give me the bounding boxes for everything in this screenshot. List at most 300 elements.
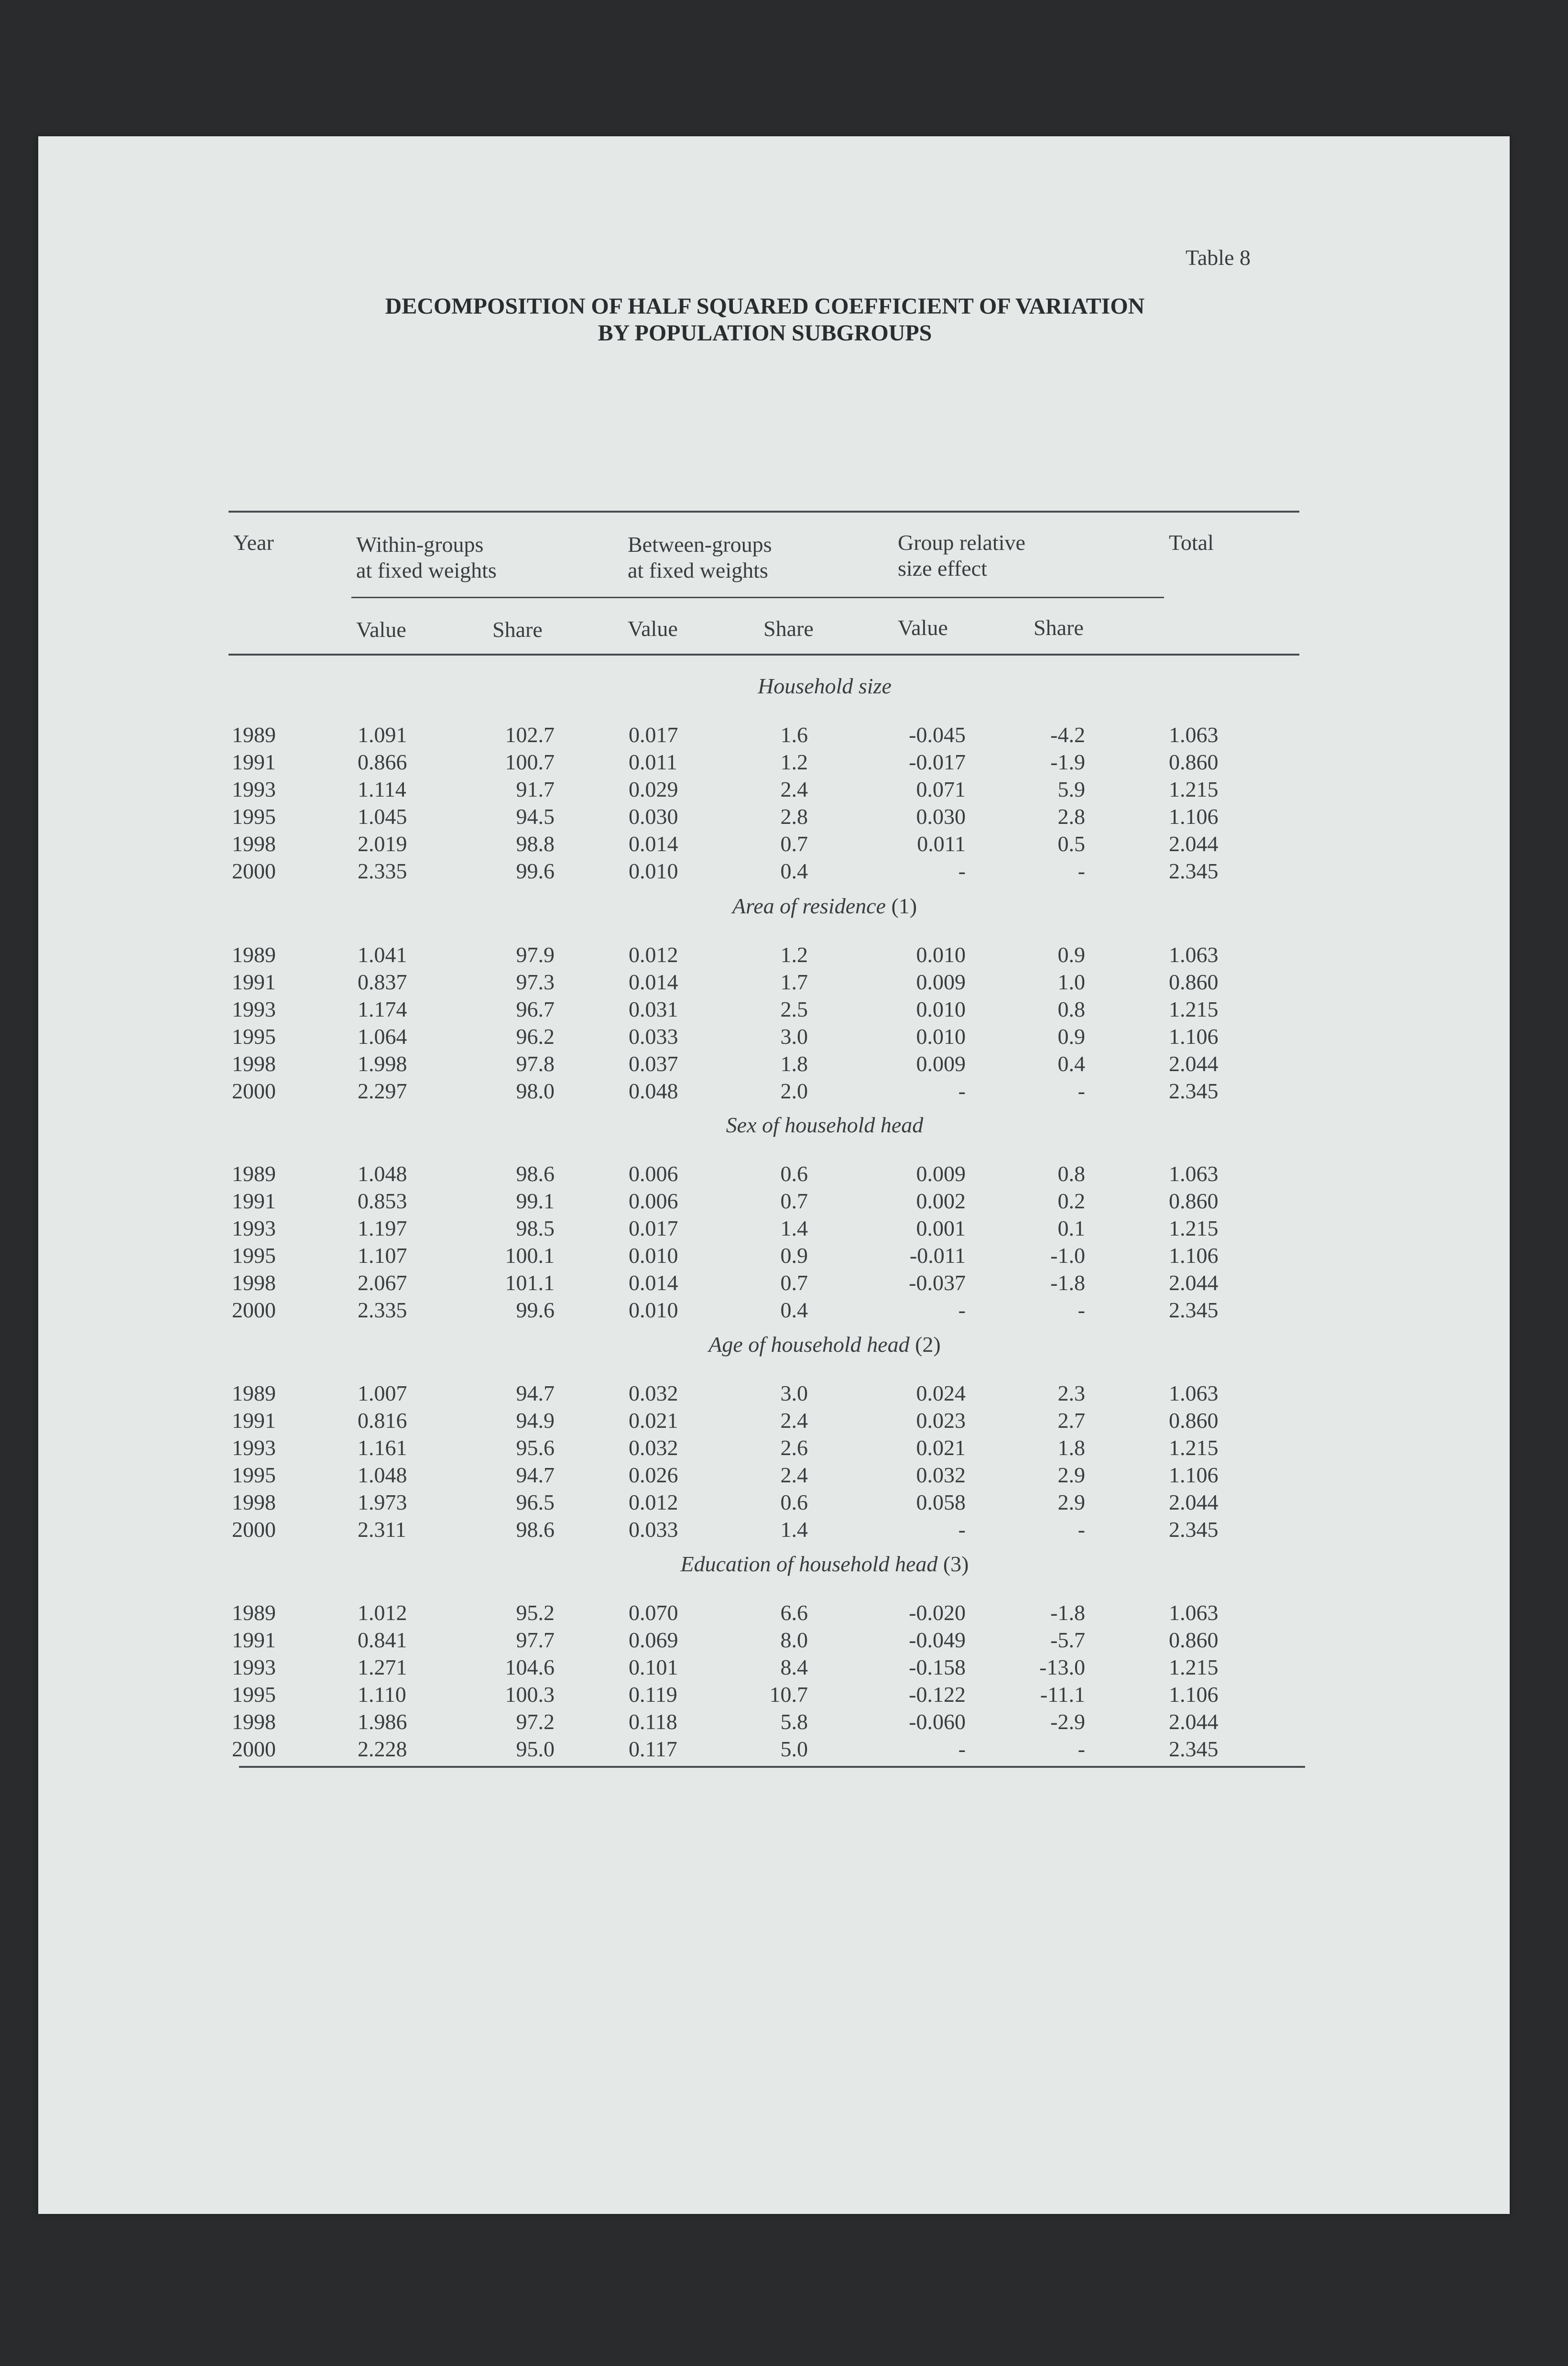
table-row [0,749,1568,778]
cell-within-value: 1.048 [358,1161,407,1186]
cell-total: 2.345 [1169,1079,1219,1103]
table-row [0,1709,1568,1738]
cell-group-value: 0.023 [916,1408,966,1433]
cell-group-value: 0.002 [916,1189,966,1213]
table-row [0,1600,1568,1629]
cell-within-share: 97.2 [516,1709,555,1734]
header-total: Total [1169,530,1214,555]
cell-year: 1993 [232,997,276,1021]
cell-group-share: - [1078,1737,1085,1761]
header-within [356,532,497,583]
header-between-line-1: Between-groups [628,532,772,557]
subheader-value-3: Value [898,615,948,640]
cell-between-value: 0.012 [629,942,678,967]
section-title-text: Education of household head [680,1552,938,1576]
cell-total: 0.860 [1169,750,1219,774]
cell-group-share: -1.8 [1050,1600,1085,1625]
header-bottom-rule [229,654,1299,656]
cell-between-share: 0.6 [780,1161,808,1186]
cell-year: 1993 [232,1435,276,1460]
header-between-line-2: at fixed weights [628,558,768,582]
cell-between-share: 2.4 [780,1408,808,1433]
table-row [0,1517,1568,1545]
cell-within-value: 1.041 [358,942,407,967]
section-title [574,893,1076,919]
cell-year: 1993 [232,1655,276,1679]
cell-between-value: 0.006 [629,1161,678,1186]
cell-group-share: 0.2 [1057,1189,1085,1213]
cell-between-share: 8.4 [780,1655,808,1679]
cell-between-share: 1.8 [780,1052,808,1076]
cell-between-value: 0.101 [629,1655,678,1679]
cell-group-value: 0.021 [916,1435,966,1460]
cell-group-value: - [958,1737,966,1761]
header-group [898,530,1025,581]
cell-within-value: 1.161 [358,1435,407,1460]
cell-year: 1995 [232,1024,276,1049]
table-row [0,831,1568,860]
table-row [0,1051,1568,1080]
cell-total: 1.106 [1169,804,1219,829]
cell-year: 1995 [232,1682,276,1707]
cell-year: 1998 [232,1271,276,1295]
cell-group-share: - [1078,1517,1085,1542]
cell-within-share: 99.1 [516,1189,555,1213]
cell-within-share: 96.5 [516,1490,555,1514]
cell-group-value: 0.010 [916,1024,966,1049]
cell-within-share: 98.6 [516,1517,555,1542]
table-row [0,1462,1568,1491]
table-row [0,997,1568,1025]
cell-total: 1.215 [1169,1655,1219,1679]
cell-between-share: 1.7 [780,970,808,994]
table-row [0,942,1568,971]
cell-group-share: 0.9 [1057,942,1085,967]
table-row [0,1408,1568,1436]
cell-group-share: -13.0 [1039,1655,1085,1679]
cell-total: 2.345 [1169,1517,1219,1542]
cell-group-value: 0.010 [916,997,966,1021]
cell-within-value: 1.107 [358,1243,407,1268]
cell-between-share: 2.4 [780,777,808,801]
cell-within-share: 95.0 [516,1737,555,1761]
cell-within-share: 97.9 [516,942,555,967]
cell-within-share: 99.6 [516,859,555,883]
cell-between-share: 5.0 [780,1737,808,1761]
table-row [0,1216,1568,1244]
cell-between-share: 6.6 [780,1600,808,1625]
cell-group-value: 0.030 [916,804,966,829]
cell-within-share: 97.3 [516,970,555,994]
cell-within-value: 1.045 [358,804,407,829]
cell-between-value: 0.006 [629,1189,678,1213]
cell-year: 1995 [232,1243,276,1268]
cell-year: 1989 [232,942,276,967]
cell-total: 2.044 [1169,1490,1219,1514]
cell-within-share: 94.9 [516,1408,555,1433]
cell-group-share: 0.8 [1057,997,1085,1021]
cell-between-value: 0.070 [629,1600,678,1625]
section-note: (1) [891,894,917,918]
cell-total: 1.063 [1169,1161,1219,1186]
cell-year: 1991 [232,1189,276,1213]
cell-year: 1998 [232,1490,276,1514]
table-row [0,1243,1568,1271]
cell-total: 2.044 [1169,832,1219,856]
table-row [0,722,1568,751]
cell-between-share: 0.9 [780,1243,808,1268]
cell-year: 1989 [232,723,276,747]
cell-group-value: -0.049 [909,1628,966,1652]
table-title [210,293,1319,347]
cell-between-share: 2.6 [780,1435,808,1460]
cell-total: 1.215 [1169,777,1219,801]
cell-within-value: 1.114 [358,777,406,801]
cell-within-share: 104.6 [505,1655,555,1679]
cell-between-value: 0.117 [629,1737,677,1761]
cell-within-share: 102.7 [505,723,555,747]
cell-group-share: -5.7 [1050,1628,1085,1652]
table-row [0,1654,1568,1683]
cell-within-value: 0.853 [358,1189,407,1213]
cell-within-share: 95.6 [516,1435,555,1460]
cell-within-value: 1.091 [358,723,407,747]
cell-within-share: 101.1 [505,1271,555,1295]
cell-year: 2000 [232,859,276,883]
cell-total: 2.345 [1169,1737,1219,1761]
table-row [0,1297,1568,1326]
cell-between-value: 0.118 [629,1709,677,1734]
cell-within-value: 2.019 [358,832,407,856]
table-row [0,1435,1568,1464]
cell-group-value: - [958,859,966,883]
cell-within-share: 94.7 [516,1381,555,1405]
cell-within-share: 94.5 [516,804,555,829]
header-group-line-2: size effect [898,556,987,581]
cell-between-value: 0.032 [629,1381,678,1405]
title-line-1: DECOMPOSITION OF HALF SQUARED COEFFICIENT OF VARIATION [385,294,1145,319]
cell-group-value: - [958,1298,966,1322]
table-row [0,1024,1568,1052]
subheader-share-1: Share [492,617,543,642]
cell-between-share: 10.7 [769,1682,808,1707]
cell-group-share: 2.3 [1057,1381,1085,1405]
cell-year: 1998 [232,1709,276,1734]
cell-between-share: 8.0 [780,1628,808,1652]
cell-between-share: 3.0 [780,1024,808,1049]
subheader-value-1: Value [356,617,406,642]
cell-within-value: 1.110 [358,1682,406,1707]
cell-year: 1991 [232,1628,276,1652]
cell-between-value: 0.012 [629,1490,678,1514]
cell-within-value: 0.866 [358,750,407,774]
cell-between-value: 0.037 [629,1052,678,1076]
cell-between-share: 1.6 [780,723,808,747]
section-title [574,1112,1076,1138]
cell-within-value: 2.311 [358,1517,406,1542]
table-row [0,969,1568,998]
cell-group-value: -0.158 [909,1655,966,1679]
cell-within-share: 100.7 [505,750,555,774]
cell-total: 0.860 [1169,970,1219,994]
cell-total: 2.044 [1169,1052,1219,1076]
cell-group-value: -0.011 [909,1243,966,1268]
cell-group-share: -11.1 [1040,1682,1085,1707]
cell-group-value: - [958,1079,966,1103]
table-row [0,1380,1568,1409]
cell-group-share: 0.8 [1057,1161,1085,1186]
cell-group-share: - [1078,1079,1085,1103]
cell-between-value: 0.014 [629,970,678,994]
title-line-2: BY POPULATION SUBGROUPS [598,320,932,346]
subheader-rule [351,597,1164,598]
table-row [0,777,1568,805]
cell-year: 1989 [232,1381,276,1405]
cell-group-share: -1.9 [1050,750,1085,774]
header-within-line-1: Within-groups [356,532,484,557]
cell-group-value: -0.037 [909,1271,966,1295]
cell-within-share: 94.7 [516,1463,555,1487]
cell-within-value: 2.335 [358,859,407,883]
cell-between-value: 0.031 [629,997,678,1021]
cell-between-value: 0.010 [629,1243,678,1268]
cell-total: 0.860 [1169,1408,1219,1433]
cell-total: 1.106 [1169,1682,1219,1707]
subheader-share-3: Share [1034,615,1084,640]
cell-between-share: 1.4 [780,1517,808,1542]
cell-total: 2.345 [1169,1298,1219,1322]
cell-between-share: 2.5 [780,997,808,1021]
cell-between-share: 2.4 [780,1463,808,1487]
cell-year: 1991 [232,750,276,774]
cell-group-share: 2.8 [1057,804,1085,829]
cell-total: 1.106 [1169,1024,1219,1049]
cell-within-value: 2.228 [358,1737,407,1761]
cell-within-share: 91.7 [516,777,555,801]
cell-within-value: 2.335 [358,1298,407,1322]
cell-within-value: 1.998 [358,1052,407,1076]
cell-group-share: 0.1 [1057,1216,1085,1240]
cell-year: 1989 [232,1161,276,1186]
cell-group-value: 0.011 [917,832,966,856]
cell-within-value: 1.986 [358,1709,407,1734]
cell-group-share: 2.9 [1057,1490,1085,1514]
cell-within-value: 1.271 [358,1655,407,1679]
cell-group-share: -2.9 [1050,1709,1085,1734]
cell-total: 1.063 [1169,1600,1219,1625]
cell-year: 2000 [232,1298,276,1322]
cell-year: 2000 [232,1517,276,1542]
cell-between-value: 0.010 [629,1298,678,1322]
cell-group-share: 5.9 [1057,777,1085,801]
cell-year: 1991 [232,1408,276,1433]
cell-within-share: 96.7 [516,997,555,1021]
cell-group-share: -1.8 [1050,1271,1085,1295]
cell-within-share: 98.6 [516,1161,555,1186]
section-title [574,1332,1076,1357]
cell-between-value: 0.029 [629,777,678,801]
cell-total: 1.215 [1169,1435,1219,1460]
table-row [0,1627,1568,1656]
section-title [574,1551,1076,1577]
cell-between-value: 0.033 [629,1517,678,1542]
cell-group-share: -1.0 [1050,1243,1085,1268]
header-between [628,532,772,583]
cell-total: 0.860 [1169,1189,1219,1213]
table-row [0,1161,1568,1190]
cell-between-value: 0.033 [629,1024,678,1049]
cell-between-share: 1.4 [780,1216,808,1240]
cell-group-share: 1.0 [1057,970,1085,994]
cell-group-value: -0.122 [909,1682,966,1707]
cell-year: 1993 [232,1216,276,1240]
cell-between-value: 0.017 [629,1216,678,1240]
cell-within-share: 98.0 [516,1079,555,1103]
cell-between-value: 0.014 [629,1271,678,1295]
subheader-share-2: Share [763,616,814,641]
cell-total: 1.215 [1169,997,1219,1021]
cell-within-share: 98.8 [516,832,555,856]
section-note: (2) [915,1332,941,1357]
cell-between-value: 0.032 [629,1435,678,1460]
cell-total: 1.106 [1169,1243,1219,1268]
table-row [0,1490,1568,1518]
cell-group-value: 0.024 [916,1381,966,1405]
table-row [0,1270,1568,1299]
cell-year: 1989 [232,1600,276,1625]
table-row [0,1188,1568,1217]
section-title-text: Sex of household head [726,1113,924,1137]
cell-within-value: 0.841 [358,1628,407,1652]
cell-between-share: 0.7 [780,1271,808,1295]
cell-group-value: 0.058 [916,1490,966,1514]
cell-between-value: 0.119 [629,1682,677,1707]
cell-within-value: 1.064 [358,1024,407,1049]
cell-group-value: 0.010 [916,942,966,967]
cell-within-value: 2.297 [358,1079,407,1103]
cell-total: 0.860 [1169,1628,1219,1652]
table-row [0,858,1568,887]
cell-year: 1998 [232,832,276,856]
cell-between-value: 0.021 [629,1408,678,1433]
subheader-value-2: Value [628,616,678,641]
cell-total: 1.106 [1169,1463,1219,1487]
section-title-text: Area of residence [732,894,886,918]
cell-within-value: 1.012 [358,1600,407,1625]
cell-group-value: 0.009 [916,1052,966,1076]
cell-within-share: 100.1 [505,1243,555,1268]
cell-group-value: -0.017 [909,750,966,774]
header-year: Year [233,530,274,555]
cell-within-value: 1.197 [358,1216,407,1240]
cell-between-share: 3.0 [780,1381,808,1405]
cell-group-share: 1.8 [1057,1435,1085,1460]
cell-between-share: 5.8 [780,1709,808,1734]
cell-group-value: 0.001 [916,1216,966,1240]
cell-group-value: -0.060 [909,1709,966,1734]
cell-between-value: 0.048 [629,1079,678,1103]
cell-year: 1998 [232,1052,276,1076]
cell-total: 2.345 [1169,859,1219,883]
table-row [0,804,1568,832]
cell-between-value: 0.011 [629,750,677,774]
table-row [0,1736,1568,1765]
cell-between-value: 0.014 [629,832,678,856]
cell-within-value: 1.174 [358,997,407,1021]
cell-between-share: 2.0 [780,1079,808,1103]
cell-within-share: 96.2 [516,1024,555,1049]
cell-total: 1.063 [1169,1381,1219,1405]
section-title-text: Age of household head [708,1332,910,1357]
cell-between-share: 0.4 [780,1298,808,1322]
bottom-rule [239,1766,1305,1768]
cell-between-value: 0.010 [629,859,678,883]
cell-year: 1993 [232,777,276,801]
cell-between-value: 0.017 [629,723,678,747]
cell-year: 2000 [232,1079,276,1103]
cell-within-share: 98.5 [516,1216,555,1240]
cell-within-value: 1.007 [358,1381,407,1405]
cell-group-value: -0.020 [909,1600,966,1625]
table-row [0,1078,1568,1107]
cell-total: 1.063 [1169,942,1219,967]
cell-within-value: 1.048 [358,1463,407,1487]
cell-between-share: 0.6 [780,1490,808,1514]
cell-between-share: 1.2 [780,750,808,774]
cell-within-share: 99.6 [516,1298,555,1322]
cell-year: 1995 [232,804,276,829]
cell-within-value: 1.973 [358,1490,407,1514]
cell-year: 1995 [232,1463,276,1487]
table-row [0,1682,1568,1710]
cell-between-share: 2.8 [780,804,808,829]
cell-within-value: 0.837 [358,970,407,994]
cell-between-share: 1.2 [780,942,808,967]
cell-within-share: 97.8 [516,1052,555,1076]
cell-group-value: 0.071 [916,777,966,801]
cell-group-share: 0.5 [1057,832,1085,856]
section-title-text: Household size [758,674,892,698]
cell-between-value: 0.030 [629,804,678,829]
top-rule [229,511,1299,513]
cell-year: 2000 [232,1737,276,1761]
cell-group-value: 0.009 [916,1161,966,1186]
cell-year: 1991 [232,970,276,994]
cell-total: 2.044 [1169,1709,1219,1734]
section-note: (3) [943,1552,969,1576]
cell-within-share: 100.3 [505,1682,555,1707]
cell-group-share: 0.4 [1057,1052,1085,1076]
cell-total: 2.044 [1169,1271,1219,1295]
cell-between-share: 0.7 [780,832,808,856]
cell-between-value: 0.069 [629,1628,678,1652]
cell-within-value: 2.067 [358,1271,407,1295]
cell-group-share: 2.9 [1057,1463,1085,1487]
cell-total: 1.215 [1169,1216,1219,1240]
header-within-line-2: at fixed weights [356,558,497,582]
cell-group-value: -0.045 [909,723,966,747]
cell-between-share: 0.4 [780,859,808,883]
table-label: Table 8 [1186,245,1251,270]
cell-between-share: 0.7 [780,1189,808,1213]
cell-group-share: - [1078,1298,1085,1322]
cell-within-share: 97.7 [516,1628,555,1652]
cell-group-value: - [958,1517,966,1542]
cell-group-share: - [1078,859,1085,883]
cell-group-value: 0.032 [916,1463,966,1487]
cell-within-share: 95.2 [516,1600,555,1625]
cell-within-value: 0.816 [358,1408,407,1433]
